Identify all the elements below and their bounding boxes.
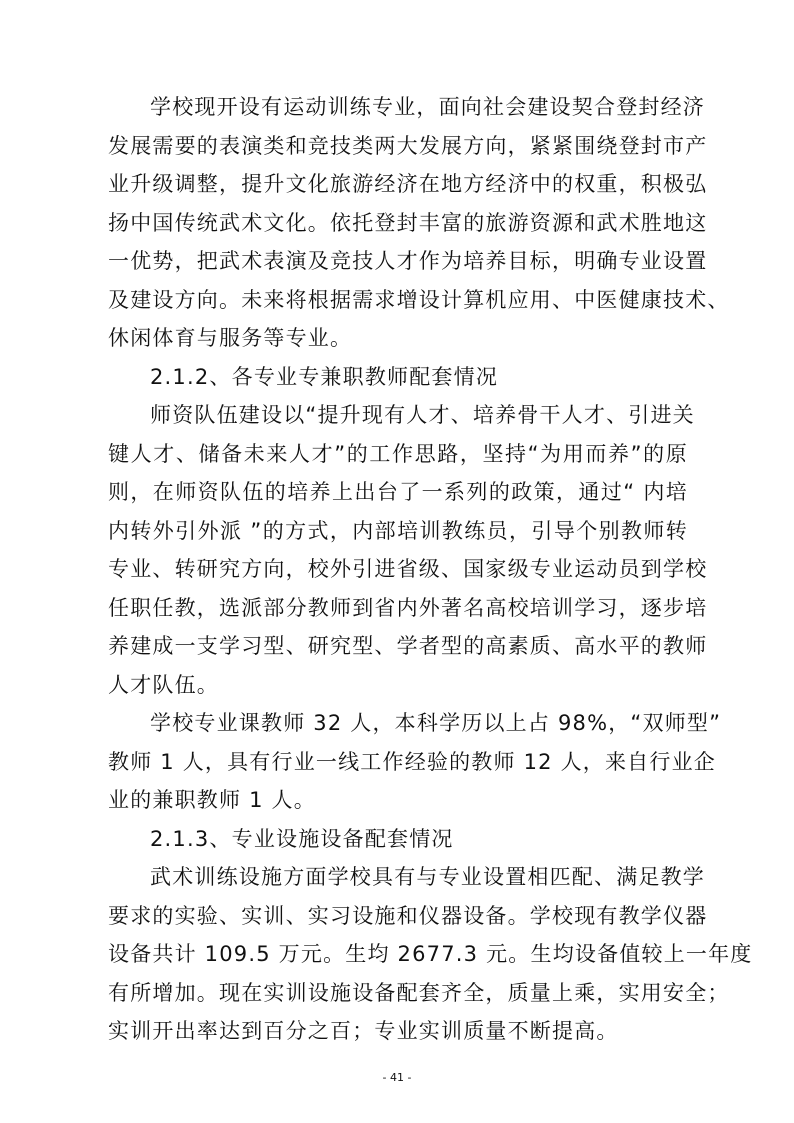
paragraph-line: 内转外引外派 ”的方式，内部培训教练员，引导个别教师转 — [108, 519, 688, 543]
paragraph-line: 任职任教，选派部分教师到省内外著名高校培训学习，逐步培 — [108, 596, 708, 620]
paragraph-line: 实训开出率达到百分之百；专业实训质量不断提高。 — [108, 1019, 619, 1043]
paragraph-line: 一优势，把武术表演及竞技人才作为培养目标，明确专业设置 — [108, 249, 708, 273]
paragraph-line: 有所增加。现在实训设施设备配套齐全，质量上乘，实用安全； — [108, 981, 730, 1005]
paragraph-line: 武术训练设施方面学校具有与专业设置相匹配、满足教学 — [150, 865, 705, 889]
paragraph-line: 设备共计 109.5 万元。生均 2677.3 元。生均设备值较上一年度 — [108, 942, 753, 966]
paragraph-line: 人才队伍。 — [108, 673, 219, 697]
section-heading: 2.1.2、各专业专兼职教师配套情况 — [150, 365, 499, 389]
paragraph-line: 要求的实验、实训、实习设施和仪器设备。学校现有教学仪器 — [108, 904, 708, 928]
paragraph-line: 扬中国传统武术文化。依托登封丰富的旅游资源和武术胜地这 — [108, 211, 708, 235]
paragraph-line: 教师 1 人，具有行业一线工作经验的教师 12 人，来自行业企 — [108, 750, 716, 774]
paragraph-line: 学校现开设有运动训练专业，面向社会建设契合登封经济 — [150, 95, 705, 119]
paragraph-line: 养建成一支学习型、研究型、学者型的高素质、高水平的教师 — [108, 634, 708, 658]
paragraph-line: 专业、转研究方向，校外引进省级、国家级专业运动员到学校 — [108, 557, 708, 581]
paragraph-line: 学校专业课教师 32 人，本科学历以上占 98%，“双师型” — [150, 711, 722, 735]
paragraph-line: 师资队伍建设以“提升现有人才、培养骨干人才、引进关 — [150, 403, 695, 427]
paragraph-line: 则，在师资队伍的培养上出台了一系列的政策，通过“ 内培 — [108, 480, 688, 504]
paragraph-line: 休闲体育与服务等专业。 — [108, 326, 353, 350]
page-number: - 41 - — [382, 1071, 412, 1084]
paragraph-line: 业升级调整，提升文化旅游经济在地方经济中的权重，积极弘 — [108, 172, 708, 196]
section-heading: 2.1.3、专业设施设备配套情况 — [150, 827, 454, 851]
paragraph-line: 键人才、储备未来人才”的工作思路，坚持“为用而养”的原 — [108, 442, 688, 466]
paragraph-line: 发展需要的表演类和竞技类两大发展方向，紧紧围绕登封市产 — [108, 134, 708, 158]
paragraph-line: 业的兼职教师 1 人。 — [108, 788, 316, 812]
paragraph-line: 及建设方向。未来将根据需求增设计算机应用、中医健康技术、 — [108, 288, 730, 312]
